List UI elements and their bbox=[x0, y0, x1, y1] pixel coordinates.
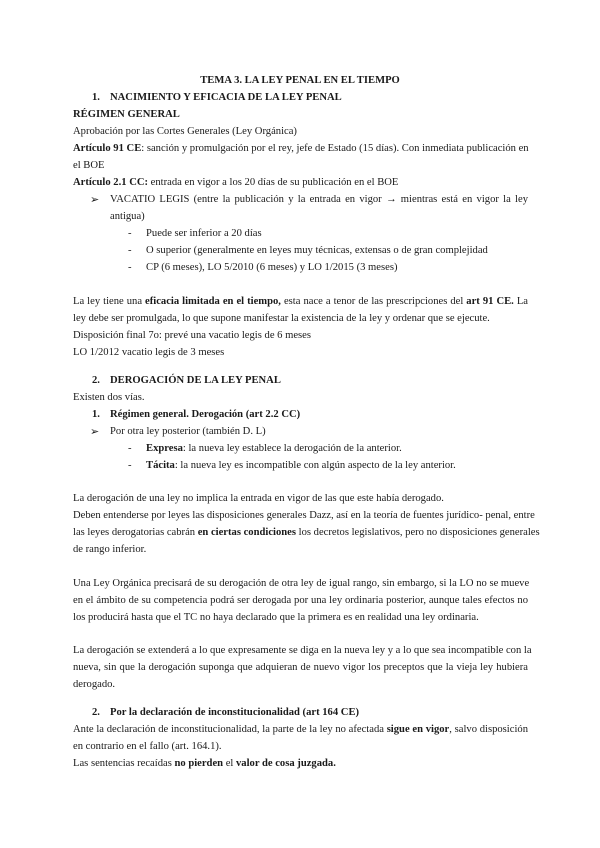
derogacion-paragraph-line-3: las leyes derogatorias cabrán en ciertas condiciones los decretos legislativos, pero no disposiciones generales bbox=[73, 527, 540, 538]
dash-bullet-icon: - bbox=[128, 460, 132, 471]
section-2-intro: Existen dos vías. bbox=[73, 392, 145, 403]
section-1-number: 1. bbox=[92, 92, 100, 103]
aprobacion-line: Aprobación por las Cortes Generales (Ley Orgánica) bbox=[73, 126, 297, 137]
ley-organica-paragraph-line-3: los producirá hasta que el TC no haya declarado que la primera es en realidad una ley ordinaria. bbox=[73, 612, 479, 623]
ley-organica-paragraph-line-1: Una Ley Orgánica precisará de su derogación de otra ley de igual rango, sin embargo, si la LO no se mueve bbox=[73, 578, 530, 589]
art91-line: Artículo 91 CE: sanción y promulgación por el rey, jefe de Estado (15 días). Con inmediata publicación en bbox=[73, 143, 529, 154]
inconstitucionalidad-line-3: Las sentencias recaídas no pierden el valor de cosa juzgada. bbox=[73, 758, 336, 769]
regimen-general-heading: RÉGIMEN GENERAL bbox=[73, 109, 180, 120]
list-item: Puede ser inferior a 20 días bbox=[146, 228, 262, 239]
arrow-bullet-icon: ➢ bbox=[90, 426, 100, 438]
inconstitucionalidad-line-2: en contrario en el fallo (art. 164.1). bbox=[73, 741, 222, 752]
dash-bullet-icon: - bbox=[128, 443, 132, 454]
inconstitucionalidad-line-1: Ante la declaración de inconstitucionalidad, la parte de la ley no afectada sigue en vigor, salvo disposición bbox=[73, 724, 528, 735]
vacatio-legis-line: VACATIO LEGIS (entre la publicación y la entrada en vigor → mientras está en vigor la ley bbox=[110, 194, 528, 205]
derogacion-bullet: Por otra ley posterior (también D. L) bbox=[110, 426, 266, 437]
section-2-number: 2. bbox=[92, 375, 100, 386]
vacatio-legis-line-2: antigua) bbox=[110, 211, 145, 222]
section-1-heading: NACIMIENTO Y EFICACIA DE LA LEY PENAL bbox=[110, 92, 342, 103]
list-item: CP (6 meses), LO 5/2010 (6 meses) y LO 1/2015 (3 meses) bbox=[146, 262, 398, 273]
extension-paragraph-line-3: derogado. bbox=[73, 679, 116, 690]
derogacion-paragraph-line-2: Deben entenderse por leyes las disposiciones generales Dazz, así en la teoría de fuentes jurídico- penal, entre bbox=[73, 510, 535, 521]
arrow-bullet-icon: ➢ bbox=[90, 194, 100, 206]
ley-organica-paragraph-line-2: en el ámbito de su competencia podrá ser derogada por una ley ordinaria posterior, aunque tales efectos no bbox=[73, 595, 528, 606]
tacita-item: Tácita: la nueva ley es incompatible con algún aspecto de la ley anterior. bbox=[146, 460, 456, 471]
subsection-1-heading: Régimen general. Derogación (art 2.2 CC) bbox=[110, 409, 301, 420]
extension-paragraph-line-2: nueva, sin que la derogación suponga que adquieran de nuevo vigor los preceptos que la vieja ley hubiera bbox=[73, 662, 528, 673]
eficacia-paragraph-line-1: La ley tiene una eficacia limitada en el tiempo, esta nace a tenor de las prescripciones del art 91 CE. La bbox=[73, 296, 528, 307]
dash-bullet-icon: - bbox=[128, 228, 132, 239]
eficacia-paragraph-line-3: Disposición final 7o: prevé una vacatio legis de 6 meses bbox=[73, 330, 312, 341]
document-title: TEMA 3. LA LEY PENAL EN EL TIEMPO bbox=[200, 75, 400, 86]
art91-line-2: el BOE bbox=[73, 160, 105, 171]
derogacion-paragraph-line-4: de rango inferior. bbox=[73, 544, 147, 555]
eficacia-paragraph-line-2: ley debe ser promulgada, lo que supone manifestar la existencia de la ley y ordenar que se ejecute. bbox=[73, 313, 490, 324]
list-item: O superior (generalmente en leyes muy técnicas, extensas o de gran complejidad bbox=[146, 245, 488, 256]
section-2-heading: DEROGACIÓN DE LA LEY PENAL bbox=[110, 375, 281, 386]
eficacia-paragraph-line-4: LO 1/2012 vacatio legis de 3 meses bbox=[73, 347, 225, 358]
extension-paragraph-line-1: La derogación se extenderá a lo que expresamente se diga en la nueva ley y a lo que sea incompatible con la bbox=[73, 645, 532, 656]
subsection-2-number: 2. bbox=[92, 707, 100, 718]
art21-line: Artículo 2.1 CC: entrada en vigor a los 20 días de su publicación en el BOE bbox=[73, 177, 399, 188]
subsection-1-number: 1. bbox=[92, 409, 100, 420]
subsection-2-heading: Por la declaración de inconstitucionalidad (art 164 CE) bbox=[110, 707, 360, 718]
dash-bullet-icon: - bbox=[128, 262, 132, 273]
dash-bullet-icon: - bbox=[128, 245, 132, 256]
expresa-item: Expresa: la nueva ley establece la derogación de la anterior. bbox=[146, 443, 402, 454]
derogacion-paragraph-line-1: La derogación de una ley no implica la entrada en vigor de las que este había derogado. bbox=[73, 493, 444, 504]
